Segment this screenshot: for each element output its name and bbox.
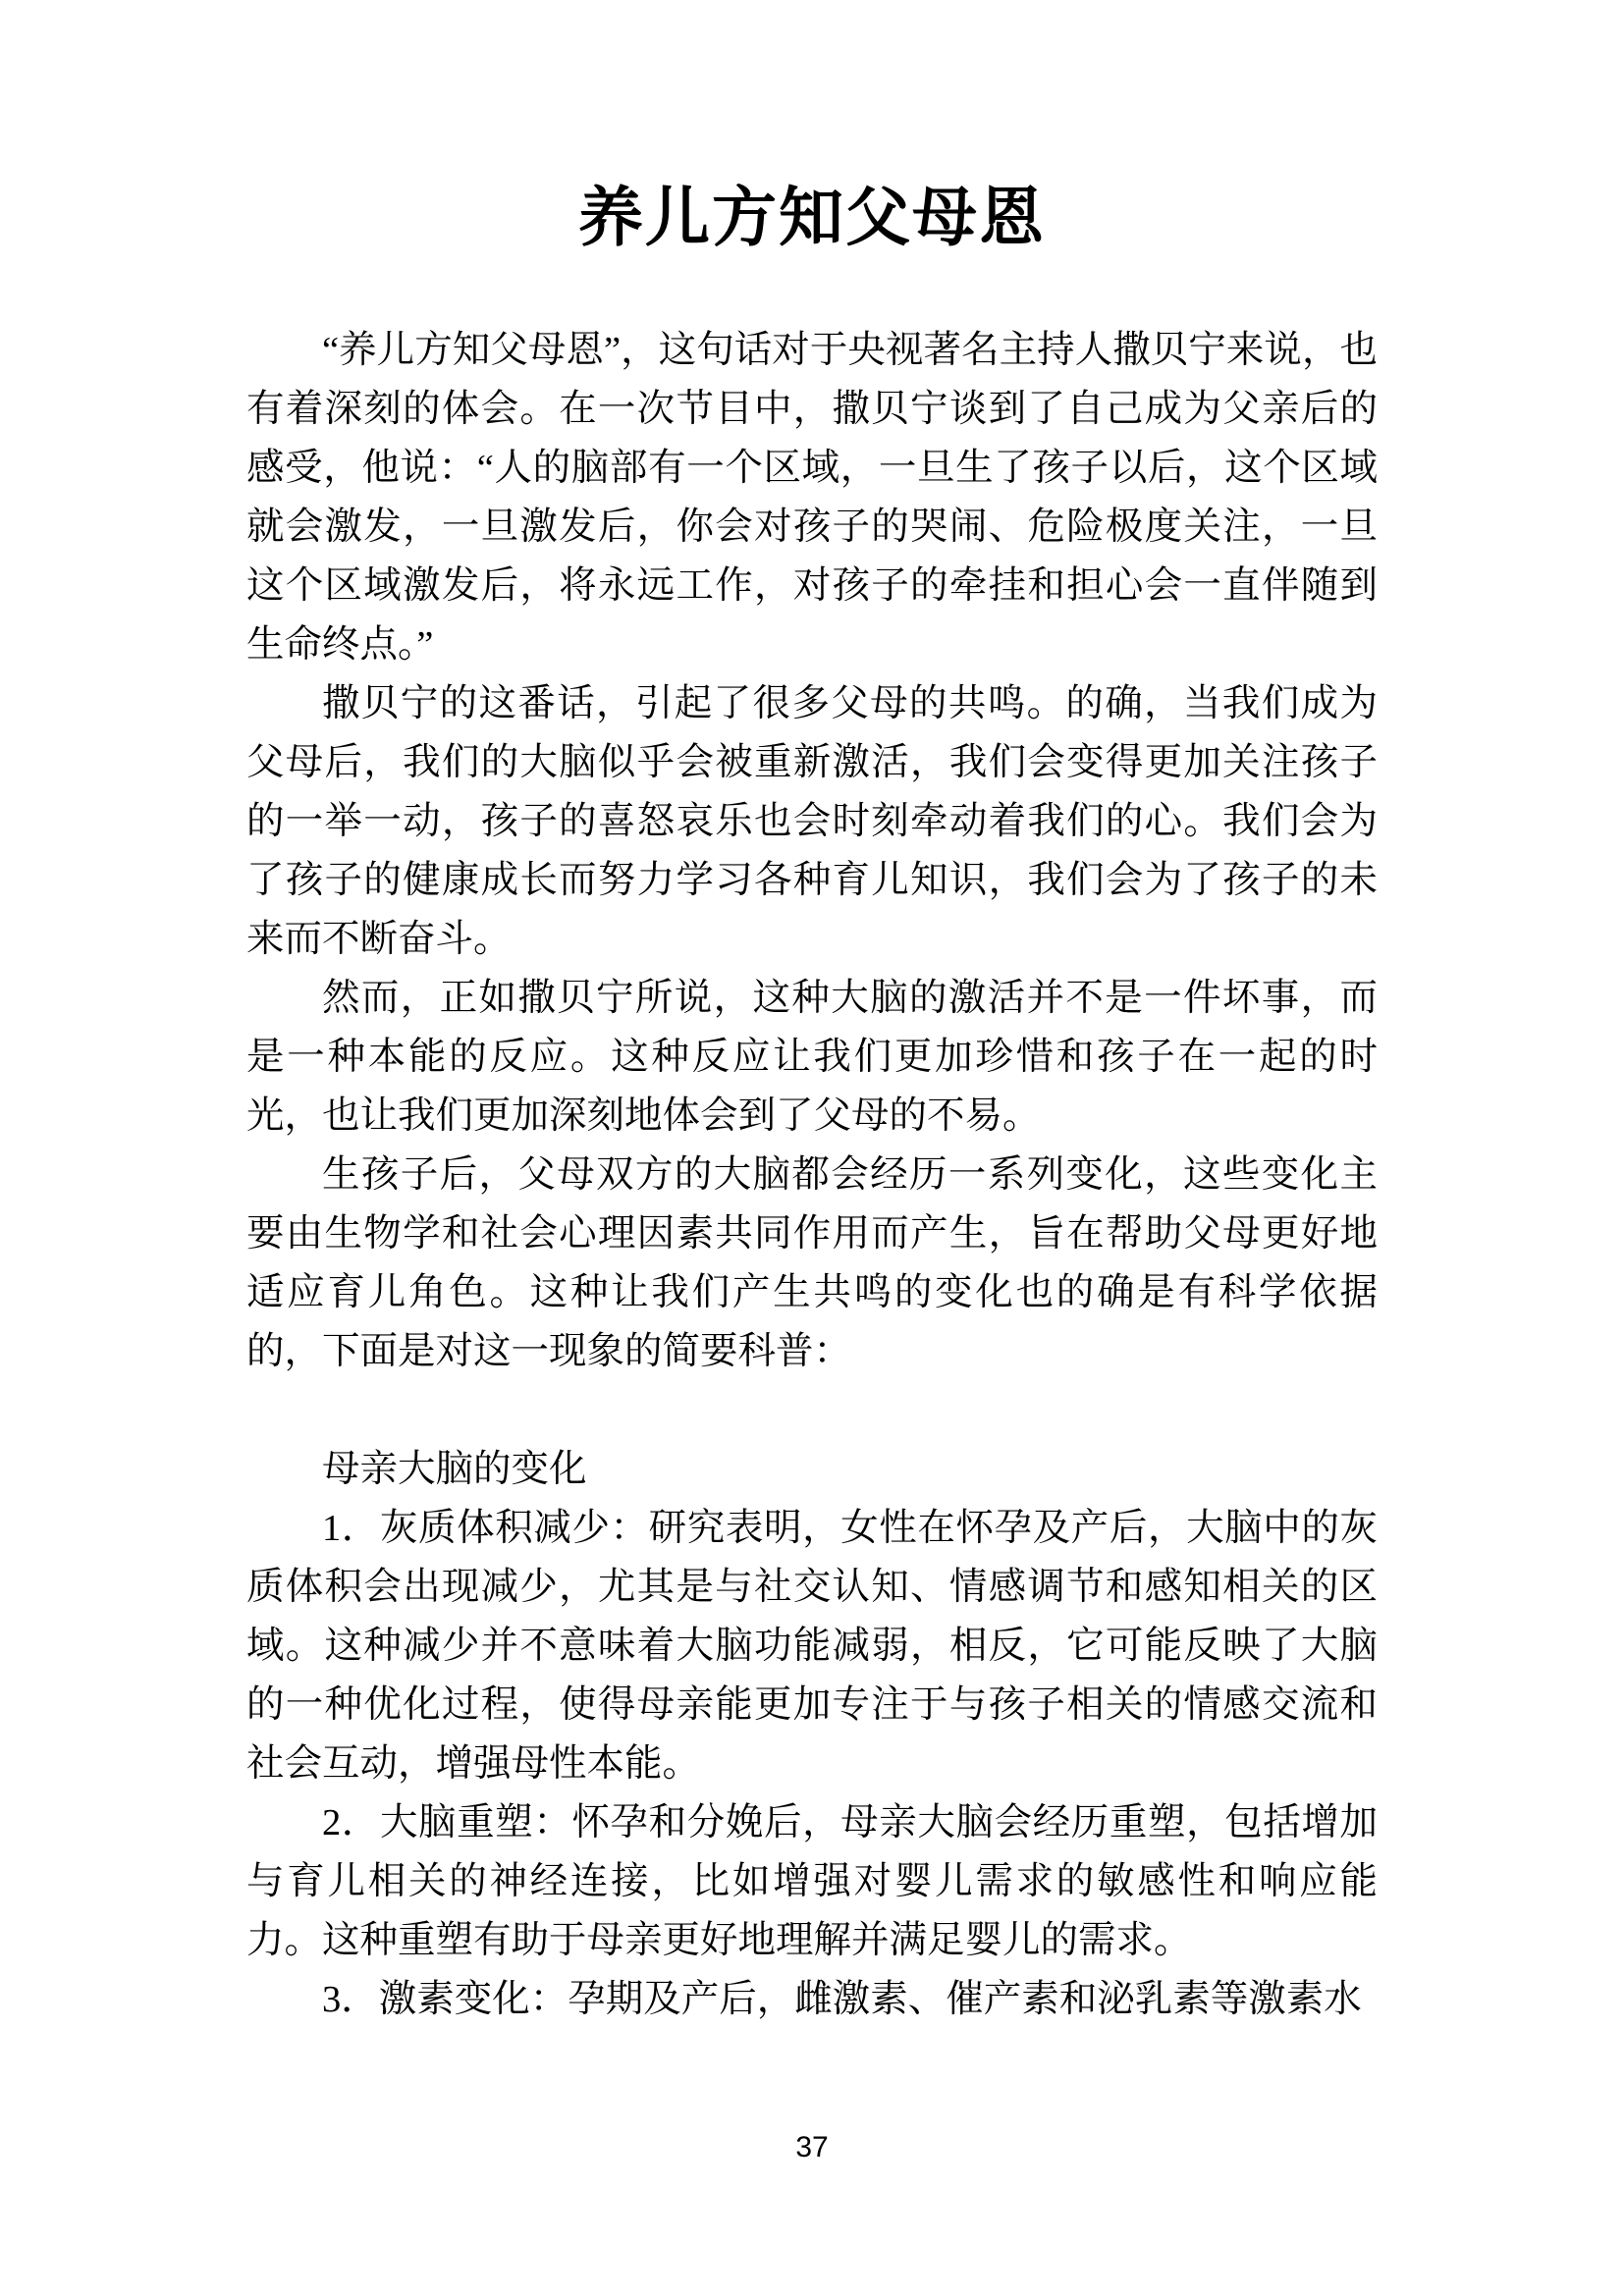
- numbered-item-hormone-change: 3．激素变化：孕期及产后，雌激素、催产素和泌乳素等激素水: [322, 1979, 1362, 2020]
- paragraph-instinct: 然而，正如撒贝宁所说，这种大脑的激活并不是一件坏事，而是一种本能的反应。这种反应让我们更加珍惜和孩子在一起的时光，也让我们更加深刻地体会到了父母的不易。: [246, 978, 1378, 1137]
- numbered-item-gray-matter: 1．灰质体积减少：研究表明，女性在怀孕及产后，大脑中的灰质体积会出现减少，尤其是与社交认知、情感调节和感知相关的区域。这种减少并不意味着大脑功能减弱，相反，它可能反映了大脑的一种优化过程，使得母亲能更加专注于与孩子相关的情感交流和社会互动，增强母性本能。: [246, 1508, 1378, 1785]
- numbered-item-brain-remodeling: 2．大脑重塑：怀孕和分娩后，母亲大脑会经历重塑，包括增加与育儿相关的神经连接，比如增强对婴儿需求的敏感性和响应能力。这种重塑有助于母亲更好地理解并满足婴儿的需求。: [246, 1802, 1378, 1961]
- paragraph-science-intro: 生孩子后，父母双方的大脑都会经历一系列变化，这些变化主要由生物学和社会心理因素共同作用而产生，旨在帮助父母更好地适应育儿角色。这种让我们产生共鸣的变化也的确是有科学依据的，下面是对这一现象的简要科普：: [246, 1154, 1378, 1372]
- section-heading-mother-brain: 母亲大脑的变化: [322, 1449, 587, 1490]
- page-footer: [0, 2128, 1624, 2167]
- document-title: 养儿方知父母恩: [578, 183, 1046, 254]
- paragraph-intro-quote: “养儿方知父母恩”，这句话对于央视著名主持人撒贝宁来说，也有着深刻的体会。在一次节目中，撒贝宁谈到了自己成为父亲后的感受，他说：“人的脑部有一个区域，一旦生了孩子以后，这个区域就会激发，一旦激发后，你会对孩子的哭闹、危险极度关注，一旦这个区域激发后，将永远工作，对孩子的牵挂和担心会一直伴随到生命终点。”: [246, 330, 1378, 666]
- paragraph-resonance: 撒贝宁的这番话，引起了很多父母的共鸣。的确，当我们成为父母后，我们的大脑似乎会被重新激活，我们会变得更加关注孩子的一举一动，孩子的喜怒哀乐也会时刻牵动着我们的心。我们会为了孩子的健康成长而努力学习各种育儿知识，我们会为了孩子的未来而不断奋斗。: [246, 683, 1378, 960]
- document-body: [246, 321, 1378, 2029]
- page-number: 37: [795, 2131, 829, 2163]
